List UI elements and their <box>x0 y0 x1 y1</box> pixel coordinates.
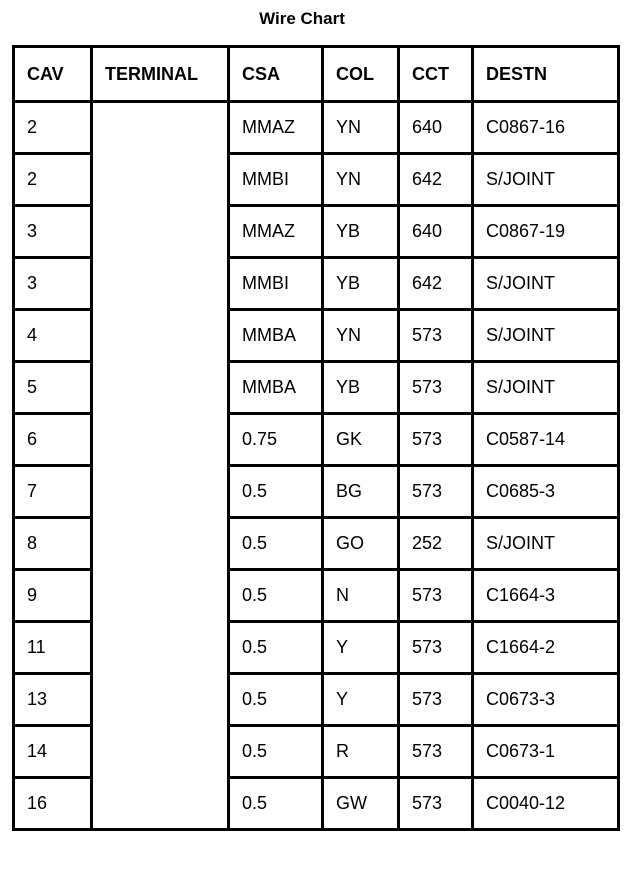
table-row <box>14 518 619 570</box>
cell-col: Y <box>323 674 399 726</box>
cell-destn: S/JOINT <box>473 518 619 570</box>
cell-col: YN <box>323 154 399 206</box>
cell-destn: S/JOINT <box>473 310 619 362</box>
cell-terminal <box>92 154 229 206</box>
cell-cav: 9 <box>14 570 92 622</box>
cell-col: YN <box>323 102 399 154</box>
cell-col: Y <box>323 622 399 674</box>
cell-cct: 640 <box>399 102 473 154</box>
cell-cav: 7 <box>14 466 92 518</box>
cell-cav: 5 <box>14 362 92 414</box>
cell-terminal <box>92 310 229 362</box>
cell-csa: 0.5 <box>229 622 323 674</box>
cell-destn: C0673-3 <box>473 674 619 726</box>
column-header-terminal: TERMINAL <box>92 47 229 102</box>
cell-col: YN <box>323 310 399 362</box>
cell-destn: C0673-1 <box>473 726 619 778</box>
cell-cct: 573 <box>399 674 473 726</box>
cell-col: GO <box>323 518 399 570</box>
cell-csa: 0.5 <box>229 674 323 726</box>
cell-csa: MMBA <box>229 362 323 414</box>
column-header-col: COL <box>323 47 399 102</box>
table-row <box>14 674 619 726</box>
cell-destn: C1664-2 <box>473 622 619 674</box>
table-body <box>14 102 619 830</box>
cell-cav: 3 <box>14 258 92 310</box>
cell-csa: MMAZ <box>229 102 323 154</box>
cell-csa: 0.5 <box>229 466 323 518</box>
cell-cav: 6 <box>14 414 92 466</box>
cell-destn: C1664-3 <box>473 570 619 622</box>
cell-cct: 573 <box>399 570 473 622</box>
cell-terminal <box>92 570 229 622</box>
cell-cav: 13 <box>14 674 92 726</box>
wire-chart-table <box>12 45 620 831</box>
cell-csa: 0.5 <box>229 518 323 570</box>
cell-destn: C0040-12 <box>473 778 619 830</box>
cell-csa: 0.5 <box>229 778 323 830</box>
cell-destn: S/JOINT <box>473 362 619 414</box>
cell-cct: 642 <box>399 258 473 310</box>
cell-cct: 642 <box>399 154 473 206</box>
cell-col: YB <box>323 362 399 414</box>
cell-cav: 8 <box>14 518 92 570</box>
table-header-row <box>14 47 619 102</box>
cell-destn: S/JOINT <box>473 258 619 310</box>
cell-csa: 0.75 <box>229 414 323 466</box>
cell-col: YB <box>323 258 399 310</box>
cell-csa: MMAZ <box>229 206 323 258</box>
cell-cct: 573 <box>399 778 473 830</box>
cell-cav: 16 <box>14 778 92 830</box>
cell-col: YB <box>323 206 399 258</box>
cell-terminal <box>92 206 229 258</box>
cell-cct: 573 <box>399 466 473 518</box>
cell-cav: 2 <box>14 102 92 154</box>
table-row <box>14 414 619 466</box>
column-header-csa: CSA <box>229 47 323 102</box>
cell-terminal <box>92 258 229 310</box>
cell-cav: 14 <box>14 726 92 778</box>
cell-csa: MMBI <box>229 154 323 206</box>
page-title: Wire Chart <box>259 9 345 28</box>
cell-csa: 0.5 <box>229 570 323 622</box>
cell-destn: C0867-19 <box>473 206 619 258</box>
table-row <box>14 310 619 362</box>
column-header-cct: CCT <box>399 47 473 102</box>
cell-cct: 573 <box>399 310 473 362</box>
cell-col: GK <box>323 414 399 466</box>
cell-cct: 573 <box>399 414 473 466</box>
cell-csa: 0.5 <box>229 726 323 778</box>
column-header-cav: CAV <box>14 47 92 102</box>
table-row <box>14 362 619 414</box>
table-row <box>14 622 619 674</box>
column-header-destn: DESTN <box>473 47 619 102</box>
table-row <box>14 258 619 310</box>
cell-col: BG <box>323 466 399 518</box>
cell-csa: MMBA <box>229 310 323 362</box>
cell-terminal <box>92 414 229 466</box>
cell-cav: 2 <box>14 154 92 206</box>
table-row <box>14 154 619 206</box>
cell-destn: C0587-14 <box>473 414 619 466</box>
table-row <box>14 206 619 258</box>
cell-destn: S/JOINT <box>473 154 619 206</box>
cell-csa: MMBI <box>229 258 323 310</box>
cell-col: R <box>323 726 399 778</box>
cell-terminal <box>92 674 229 726</box>
cell-terminal <box>92 622 229 674</box>
cell-cav: 11 <box>14 622 92 674</box>
cell-terminal <box>92 362 229 414</box>
cell-cct: 252 <box>399 518 473 570</box>
table-row <box>14 778 619 830</box>
table-row <box>14 466 619 518</box>
cell-terminal <box>92 102 229 154</box>
cell-cav: 4 <box>14 310 92 362</box>
cell-destn: C0867-16 <box>473 102 619 154</box>
cell-terminal <box>92 518 229 570</box>
table-row <box>14 102 619 154</box>
table-row <box>14 726 619 778</box>
cell-cct: 640 <box>399 206 473 258</box>
cell-destn: C0685-3 <box>473 466 619 518</box>
cell-col: N <box>323 570 399 622</box>
cell-cct: 573 <box>399 362 473 414</box>
cell-cct: 573 <box>399 726 473 778</box>
cell-cct: 573 <box>399 622 473 674</box>
cell-terminal <box>92 726 229 778</box>
cell-terminal <box>92 466 229 518</box>
table-row <box>14 570 619 622</box>
cell-terminal <box>92 778 229 830</box>
cell-cav: 3 <box>14 206 92 258</box>
cell-col: GW <box>323 778 399 830</box>
